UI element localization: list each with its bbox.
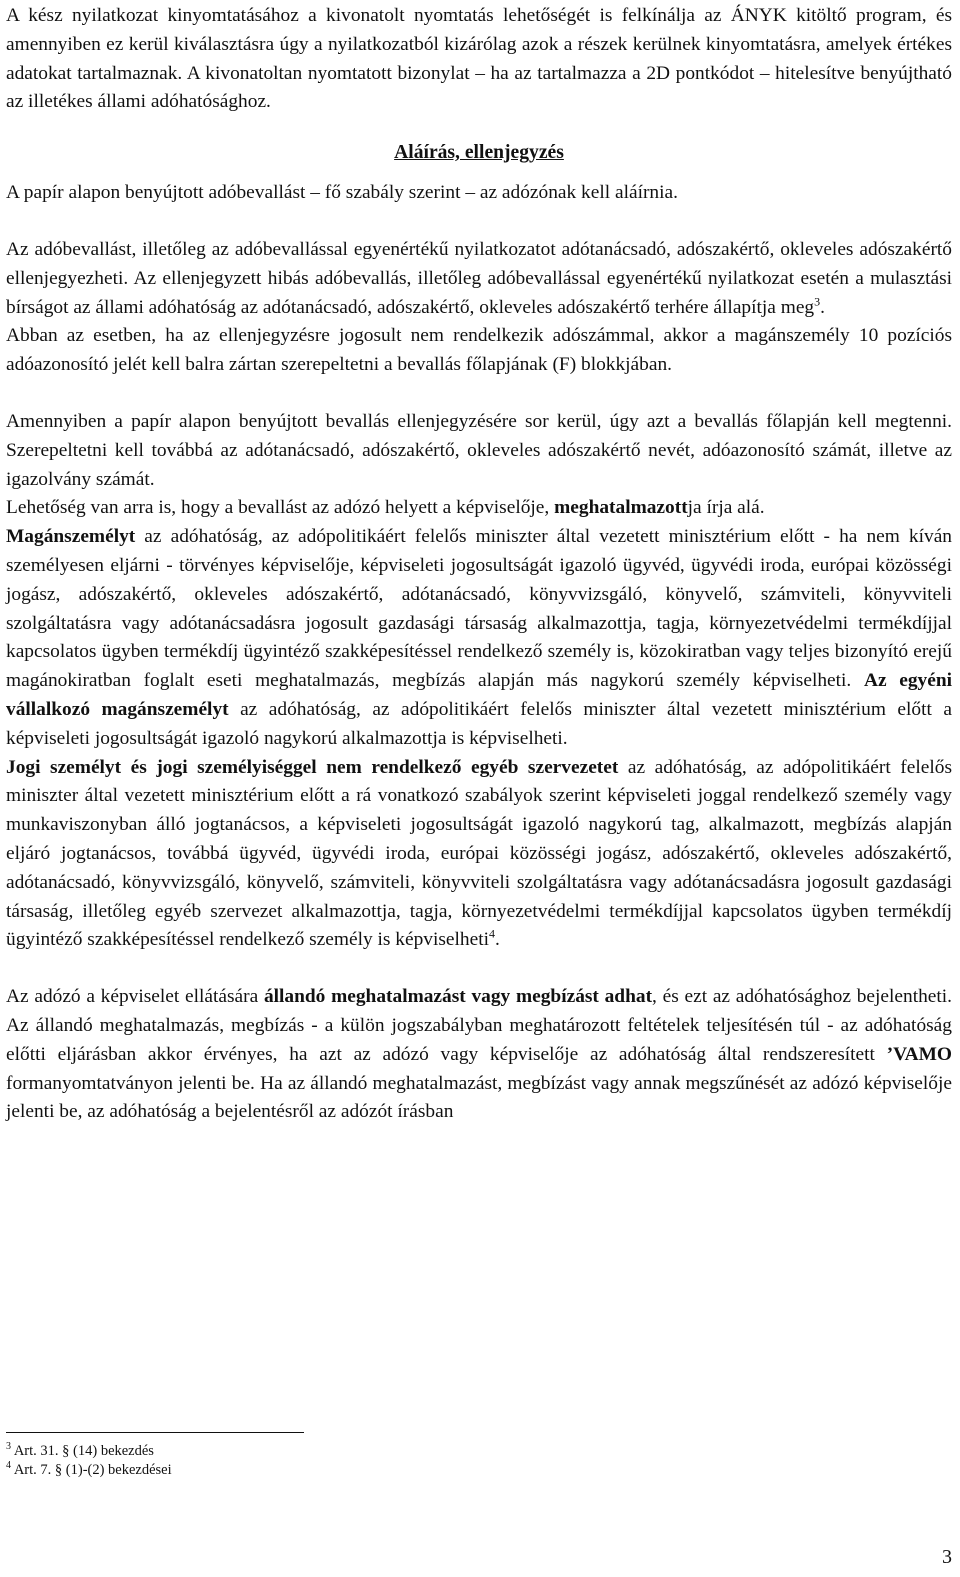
paragraph-permanent-authorization [6, 983, 952, 1127]
legal-person-text: az adóhatóság, az adópolitikáért felelős miniszter által vezetett minisztérium előtt a rá vonatkozó szabályok szerint képviseleti joggal rendelkező személy vagy munkaviszonyban álló jogtanácsos, a képviseleti jogosultságát igazoló nagykorú tag, alkalmazott, megbízás alapján eljáró jogtanácsos, továbbá ügyvéd, ügyvédi iroda, európai közösségi jogász, adószakértő, okleveles adószakértő, adótanácsadó, könyvvizsgáló, könyvelő, számviteli, könyvviteli szolgáltatásra vagy adótanácsadásra jogosult gazdasági társaság, illetőleg egyéb szervezet alkalmazottja, tagja, környezetvédelmi termékdíjjal kapcsolatos ügyben termékdíj ügyintéző szakképesítéssel rendelkező személy is képviselheti [6, 756, 952, 951]
footnote-divider [6, 1432, 304, 1433]
paragraph-tax-id: Abban az esetben, ha az ellenjegyzésre jogosult nem rendelkezik adószámmal, akkor a magánszemély 10 pozíciós adóazonosító jelét kell balra zártan szerepeltetni a bevallás főlapjának (F) blokkjában. [6, 325, 952, 376]
footnote-ref-4: 4 [489, 926, 495, 941]
private-person-text: az adóhatóság, az adópolitikáért felelős miniszter által vezetett minisztérium előtt - ha nem kíván személyesen eljárni - törvényes képviselője, képviseleti jogosultságát igazoló ügyvéd, ügyvédi iroda, európai közösségi jogász, adószakértő, okleveles adószakértő, adótanácsadó, könyvvizsgáló, könyvelő, számviteli, könyvviteli szolgáltatásra vagy adótanácsadásra jogosult gazdasági társaság alkalmazottja, tagja, környezetvédelmi termékdíjjal kapcsolatos ügyben termékdíj ügyintéző szakképesítéssel rendelkező személy is, közokiratban vagy teljes bizonyító erejű magánokiratban foglalt eseti meghatalmazás, megbízás alapján más nagykorú személy képviselheti. [6, 526, 952, 692]
permanent-auth-text-2: , és ezt az adóhatósághoz bejelentheti. Az állandó meghatalmazás, megbízás - a külön jogszabályban meghatározott feltételek teljesítésén túl - az adóhatóság előtti eljárásban akkor érvényes, ha azt az adózó vagy képviselője az adóhatóság által rendszeresített [6, 986, 953, 1065]
paragraph-representative-bold: meghatalmazott [554, 497, 688, 519]
paragraph-legal-person [6, 754, 952, 956]
paragraph-intro: A kész nyilatkozat kinyomtatásához a kivonatolt nyomtatás lehetőségét is felkínálja az ÁNYK kitöltő program, és amennyiben ez kerül kiválasztásra úgy a nyilatkozatból kizárólag azok a részek kerülnek kinyomtatásra, amelyek értékes adatokat tartalmaznak. A kivonatoltan nyomtatott bizonylat – ha az tartalmazza a 2D pontkódot – hitelesítve benyújtható az illetékes állami adóhatósághoz. [6, 5, 952, 113]
permanent-auth-bold-2: ’VAMO [886, 1043, 952, 1065]
paragraph-representative-end: ja írja alá. [687, 497, 765, 519]
paragraph-main-page: Amennyiben a papír alapon benyújtott bevallás ellenjegyzésére sor kerül, úgy azt a bevallás főlapján kell megtenni. Szerepeltetni kell továbbá az adótanácsadó, adószakértő, okleveles adószakértő nevét, adóazonosító számát, illetve az igazolvány számát. [6, 410, 952, 490]
footnote-3 [6, 1442, 172, 1461]
sole-trader-bold: Az egyéni vállalkozó magánszemélyt [6, 670, 952, 720]
document-page [6, 2, 952, 1127]
paragraph-representative-text: Lehetőség van arra is, hogy a bevallást az adózó helyett a képviselője, [6, 497, 555, 519]
section-heading: Aláírás, ellenjegyzés [394, 142, 564, 164]
paragraph-signature-rule: A papír alapon benyújtott adóbevallást – fő szabály szerint – az adózónak kell aláírnia. [6, 182, 678, 204]
footnote-ref-3: 3 [814, 294, 821, 309]
footnote-3-text: Art. 31. § (14) bekezdés [13, 1443, 154, 1459]
paragraph-private-person [6, 523, 952, 753]
permanent-auth-bold-1: állandó meghatalmazást vagy megbízást adhat [263, 986, 653, 1008]
legal-person-bold: Jogi személyt és jogi személyiséggel nem rendelkező egyéb szervezetet [6, 756, 619, 778]
footnote-4-text: Art. 7. § (1)-(2) bekezdései [13, 1462, 172, 1478]
permanent-auth-text-3: formanyomtatványon jelenti be. Ha az állandó meghatalmazást, megbízást vagy annak megszűnését az adózó képviselője jelenti be, az adóhatóság a bejelentésről az adózót írásban [6, 1072, 952, 1123]
footnote-3-number: 3 [6, 1441, 11, 1453]
paragraph-countersign [6, 236, 952, 322]
paragraph-countersign-end: . [820, 296, 825, 318]
paragraph-countersign-text: Az adóbevallást, illetőleg az adóbevallással egyenértékű nyilatkozatot adótanácsadó, adószakértő, okleveles adószakértő ellenjegyezheti. Az ellenjegyzett hibás adóbevallás, illetőleg adóbevallással egyenértékű nyilatkozat esetén a mulasztási bírságot az állami adóhatóság az adótanácsadó, adószakértő, okleveles adószakértő terhére állapítja meg [6, 238, 952, 318]
footnote-4-number: 4 [6, 1460, 11, 1472]
sole-trader-text: az adóhatóság, az adópolitikáért felelős miniszter által vezetett minisztérium előtt a képviseleti jogosultságát igazoló nagykorú alkalmazottja is képviselheti. [6, 698, 952, 749]
legal-person-end: . [495, 929, 500, 951]
private-person-bold: Magánszemélyt [6, 526, 136, 548]
footnotes [6, 1442, 172, 1480]
paragraph-representative [6, 494, 952, 523]
permanent-auth-text-1: Az adózó a képviselet ellátására [6, 986, 264, 1008]
page-number: 3 [942, 1546, 952, 1568]
footnote-4 [6, 1461, 172, 1480]
